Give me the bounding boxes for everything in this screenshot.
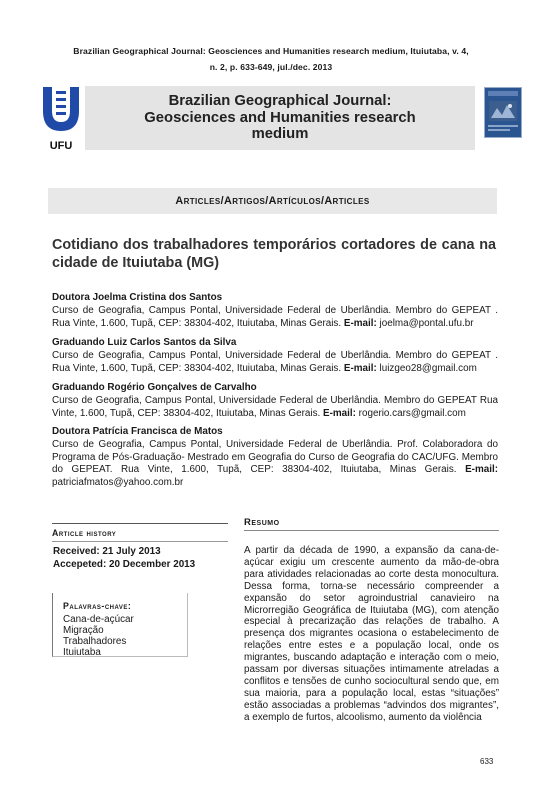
- author-email[interactable]: rogerio.cars@gmail.com: [355, 407, 466, 419]
- banner-title-line-1: Brazilian Geographical Journal:: [168, 93, 392, 110]
- received-date: Received: 21 July 2013: [53, 546, 161, 557]
- author-affiliation: Curso de Geografia, Campus Pontal, Universidade Federal de Uberlândia. Membro do GEPEAT Rua Vinte, 1.600, Tupã, CEP: 38304-402, Ituiutaba, Minas Gerais. E-mail: rogerio.cars@gmail.com: [52, 395, 498, 419]
- keyword-item: Migração: [63, 625, 104, 636]
- abstract-text: A partir da década de 1990, a expansão da cana-de-açúcar exigiu um crescente aumento da mão-de-obra para atividades relacionadas ao corte desta monocultura. Dessa forma, torna-se necessário compreender a expansão do setor agroindustrial canavieiro na Microrregião Geográfica de Ituiutaba (MG), com atenção especial à precarização das relações de trabalho. A presença dos migrantes ocasiona o estabelecimento de relações entre estes e a população local, onde os migrantes, buscando adaptação e interação com o meio, passam por diversas situações intimamente atreladas a conflitos e tensões de cunho sociocultural sendo que, em sua maioria, para a população local, estas “situações” estão associadas a problemas “advindos dos migrantes”, a exemplo de furtos, alcoolismo, aumento da violência: [244, 545, 499, 723]
- banner-title-line-3: medium: [251, 126, 309, 143]
- author-name: Doutora Joelma Cristina dos Santos: [52, 292, 223, 303]
- ufu-emblem-icon: [42, 87, 80, 133]
- author-email[interactable]: joelma@pontal.ufu.br: [376, 317, 474, 329]
- journal-reference: [0, 43, 542, 75]
- keyword-item: Trabalhadores: [63, 636, 127, 647]
- keywords-box: [52, 593, 188, 657]
- section-label: Articles/Artigos/Artículos/Articles: [175, 195, 370, 207]
- author-affiliation: Curso de Geografia, Campus Pontal, Universidade Federal de Uberlândia. Membro do GEPEAT . Rua Vinte, 1.600, Tupã, CEP: 38304-402, Ituiutaba, Minas Gerais. E-mail: luizgeo28@gmail.com: [52, 350, 498, 374]
- journal-reference-line-2: n. 2, p. 633-649, jul./dec. 2013: [209, 62, 333, 72]
- logo-text: UFU: [49, 140, 73, 152]
- author-affiliation: Curso de Geografia, Campus Pontal, Universidade Federal de Uberlândia. Prof. Colaboradora do Programa de Pós-Graduação- Mestrado em Geografia do Curso de Geografia do CAC/UFG. Membro do GEPEAT. Rua Vinte, 1.600, Tupã, CEP: 38304-402, Ituiutaba, Minas Gerais. E-mail: patriciafmatos@yahoo.com.br: [52, 439, 498, 488]
- author-affiliation: Curso de Geografia, Campus Pontal, Universidade Federal de Uberlândia. Membro do GEPEAT . Rua Vinte, 1.600, Tupã, CEP: 38304-402, Ituiutaba, Minas Gerais. E-mail: joelma@pontal.ufu.br: [52, 305, 498, 329]
- article-history-label: Article history: [52, 528, 117, 538]
- section-band: [48, 188, 497, 214]
- article-title: Cotidiano dos trabalhadores temporários cortadores de cana na cidade de Ituiutaba (MG): [52, 237, 496, 271]
- ufu-logo: [42, 87, 80, 152]
- author-name: Graduando Rogério Gonçalves de Carvalho: [52, 382, 257, 393]
- resumo-label: Resumo: [244, 517, 280, 528]
- banner-title-line-2: Geosciences and Humanities research: [144, 109, 416, 126]
- journal-reference-line-1: Brazilian Geographical Journal: Geosciences and Humanities research medium, Ituiutaba, v. 4,: [73, 46, 469, 56]
- keyword-item: Cana-de-açúcar: [63, 614, 134, 625]
- author-block-2: [52, 337, 498, 375]
- journal-cover-thumbnail: [484, 87, 522, 138]
- keyword-item: Ituiutaba: [63, 647, 101, 658]
- resumo-rule: [244, 530, 499, 531]
- author-email[interactable]: patriciafmatos@yahoo.com.br: [52, 476, 184, 488]
- cover-image-icon: [485, 88, 521, 137]
- accepted-date: Accepeted: 20 December 2013: [53, 559, 196, 570]
- banner-title: [144, 93, 415, 143]
- author-block-4: [52, 426, 498, 489]
- author-block-1: [52, 292, 498, 330]
- author-name: Doutora Patrícia Francisca de Matos: [52, 426, 223, 437]
- author-name: Graduando Luiz Carlos Santos da Silva: [52, 337, 237, 348]
- author-email[interactable]: luizgeo28@gmail.com: [376, 362, 477, 374]
- journal-banner: [85, 86, 475, 150]
- author-block-3: [52, 382, 498, 420]
- keywords-label: Palavras-chave:: [63, 601, 132, 611]
- history-divider: [52, 541, 228, 542]
- history-top-rule: [52, 523, 228, 524]
- page-number: 633: [480, 757, 494, 766]
